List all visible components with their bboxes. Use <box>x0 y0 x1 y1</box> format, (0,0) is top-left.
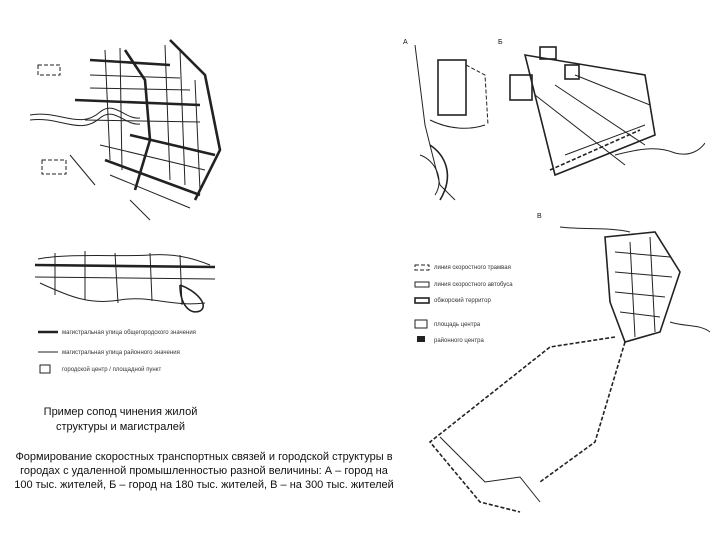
panel-label-a: А <box>403 39 408 46</box>
panel-label-v: В <box>537 213 542 220</box>
city-v-diagram <box>410 212 710 532</box>
legend-right <box>415 265 513 344</box>
legend-right-item: линия скоростного автобуса <box>434 282 513 288</box>
caption-left: Пример сопод чинения жилой структуры и магистралей <box>43 406 198 433</box>
legend-right-item: площадь центра <box>434 322 481 328</box>
panel-label-b: Б <box>498 39 503 46</box>
street-network-map <box>30 20 230 225</box>
legend-left-item: магистральная улица районного значения <box>62 350 180 356</box>
city-b-diagram <box>495 35 705 195</box>
legend-right-item: линия скоростного трамвая <box>434 265 511 271</box>
legend-left-item: городской центр / площадной пункт <box>62 367 162 373</box>
caption-main: Формирование скоростных транспортных связей и городской структуры в городах с удаленной промышленностью разной величины: А – город на 100 тыс. жителей, Б – город на 180 тыс. жителей, В – на 300 тыс. жителей <box>14 451 394 491</box>
city-a-diagram <box>400 35 495 205</box>
legend-right-item: обжорский территор <box>434 298 491 304</box>
linear-city-diagram <box>30 245 230 395</box>
legend-right-item: районного центра <box>434 338 484 344</box>
legend-left-item: магистральная улица общегородского значения <box>62 330 196 336</box>
legend-left <box>38 330 196 373</box>
